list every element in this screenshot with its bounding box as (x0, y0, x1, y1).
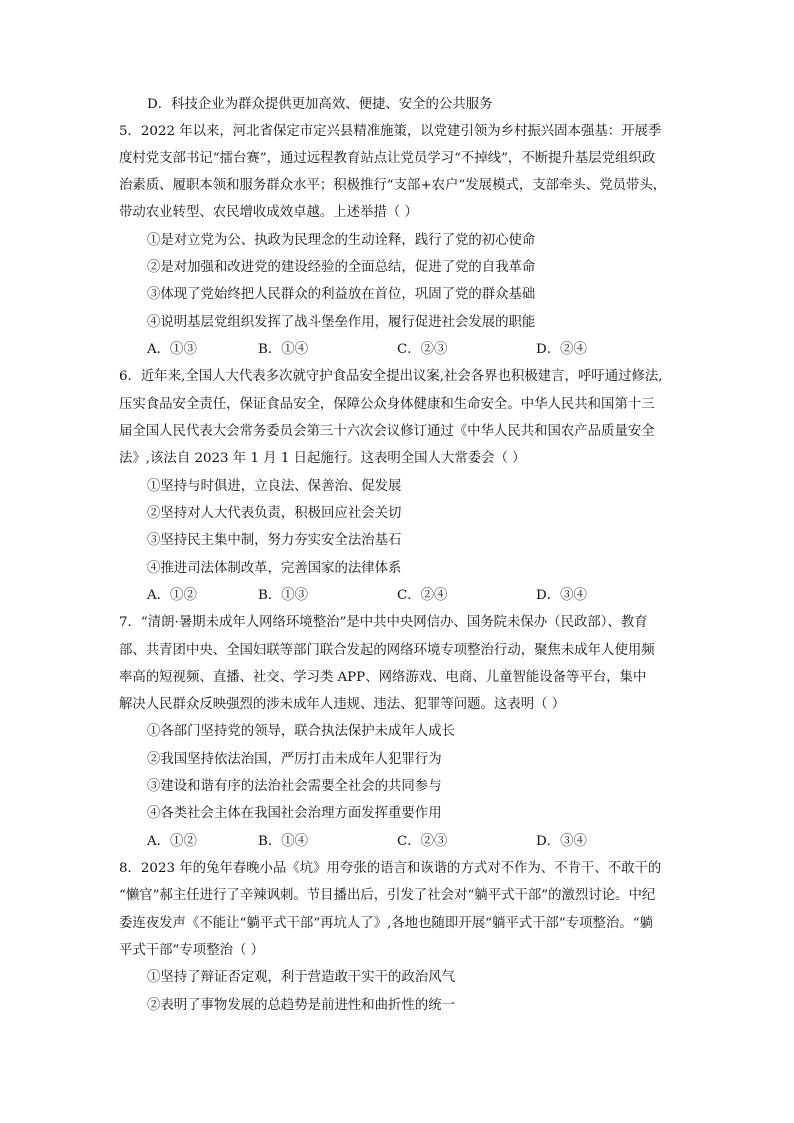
question-7-stem-line: 部、共青团中央、全国妇联等部门联合发起的网络环境专项整治行动，聚焦未成年人使用频 (119, 643, 655, 658)
question-7-answers (0, 833, 794, 851)
answer-b: B．①③ (258, 588, 309, 603)
prev-option-d: D．科技企业为群众提供更加高效、便捷、安全的公共服务 (147, 97, 493, 112)
question-7-item: ①各部门坚持党的领导，联合执法保护未成年人成长 (147, 724, 455, 739)
question-6-stem-line: 6．近年来,全国人大代表多次就守护食品安全提出议案,社会各界也积极建言，呼吁通过修法, (119, 369, 663, 384)
question-5-answers (0, 341, 794, 359)
answer-d: D．③④ (536, 588, 587, 603)
question-5-item: ①是对立党为公、执政为民理念的生动诠释，践行了党的初心使命 (147, 233, 536, 248)
question-6-stem-line: 压实食品安全责任，保证食品安全，保障公众身体健康和生命安全。中华人民共和国第十三 (119, 397, 655, 412)
question-7-item: ②我国坚持依法治国，严厉打击未成年人犯罪行为 (147, 752, 442, 767)
question-7-item: ③建设和谐有序的法治社会需要全社会的共同参与 (147, 779, 442, 794)
answer-c: C．②③ (397, 342, 448, 357)
question-5-stem-line: 治素质、履职本领和服务群众水平；积极推行“支部+农户”发展模式，支部牵头、党员带头， (119, 178, 667, 193)
question-5-item: ③体现了党始终把人民群众的利益放在首位，巩固了党的群众基础 (147, 287, 536, 302)
answer-a: A．①② (147, 588, 197, 603)
question-6-item: ①坚持与时俱进，立良法、保善治、促发展 (147, 479, 402, 494)
question-7-stem-line: 解决人民群众反映强烈的涉未成年人违规、违法、犯罪等问题。这表明（ ） (119, 697, 566, 712)
question-5-stem-line: 5．2022 年以来，河北省保定市定兴县精准施策，以党建引领为乡村振兴固本强基：开展季 (119, 124, 662, 139)
answer-b: B．①④ (258, 834, 309, 849)
question-5-item: ④说明基层党组织发挥了战斗堡垒作用，履行促进社会发展的职能 (147, 315, 536, 330)
question-6-item: ④推进司法体制改革，完善国家的法律体系 (147, 561, 402, 576)
answer-d: D．③④ (536, 834, 587, 849)
question-6-stem-line: 届全国人民代表大会常务委员会第三十六次会议修订通过《中华人民共和国农产品质量安全 (119, 424, 655, 439)
question-6-item: ②坚持对人大代表负责，积极回应社会关切 (147, 506, 402, 521)
question-8-item: ②表明了事物发展的总趋势是前进性和曲折性的统一 (147, 998, 455, 1013)
question-8-stem-line: 8．2023 年的兔年春晚小品《坑》用夸张的语言和诙谐的方式对不作为、不肯干、不敢干的 (119, 861, 662, 876)
answer-b: B．①④ (258, 342, 309, 357)
answer-c: C．②④ (397, 588, 448, 603)
question-8-stem-line: 委连夜发声《不能让“躺平式干部”再坑人了》,各地也随即开展“躺平式干部”专项整治。“躺 (119, 916, 653, 931)
question-7-item: ④各类社会主体在我国社会治理方面发挥重要作用 (147, 806, 442, 821)
answer-a: A．①③ (147, 342, 197, 357)
question-8-item: ①坚持了辩证否定观，利于营造敢干实干的政治风气 (147, 970, 455, 985)
question-6-item: ③坚持民主集中制，努力夯实安全法治基石 (147, 533, 402, 548)
question-8-stem-line: “懒官”郝主任进行了辛辣讽刺。节目播出后，引发了社会对“躺平式干部”的激烈讨论。中纪 (119, 888, 656, 903)
question-7-stem-line: 率高的短视频、直播、社交、学习类 APP、网络游戏、电商、儿童智能设备等平台，集中 (119, 670, 647, 685)
question-8-stem-line: 平式干部”专项整治（ ） (119, 943, 265, 958)
answer-d: D．②④ (536, 342, 587, 357)
question-5-item: ②是对加强和改进党的建设经验的全面总结，促进了党的自我革命 (147, 260, 536, 275)
question-6-answers (0, 587, 794, 605)
answer-a: A．①② (147, 834, 197, 849)
question-7-stem-line: 7．“清朗·暑期未成年人网络环境整治”是中共中央网信办、国务院未保办（民政部）、教育 (119, 615, 648, 630)
question-5-stem-line: 度村党支部书记“擂台赛”，通过远程教育站点让党员学习“不掉线”，不断提升基层党组织政 (119, 151, 656, 166)
answer-c: C．②③ (397, 834, 448, 849)
question-5-stem-line: 带动农业转型、农民增收成效卓越。上述举措（ ） (119, 205, 418, 220)
question-6-stem-line: 法》,该法自 2023 年 1 月 1 日起施行。这表明全国人大常委会（ ） (119, 451, 526, 466)
